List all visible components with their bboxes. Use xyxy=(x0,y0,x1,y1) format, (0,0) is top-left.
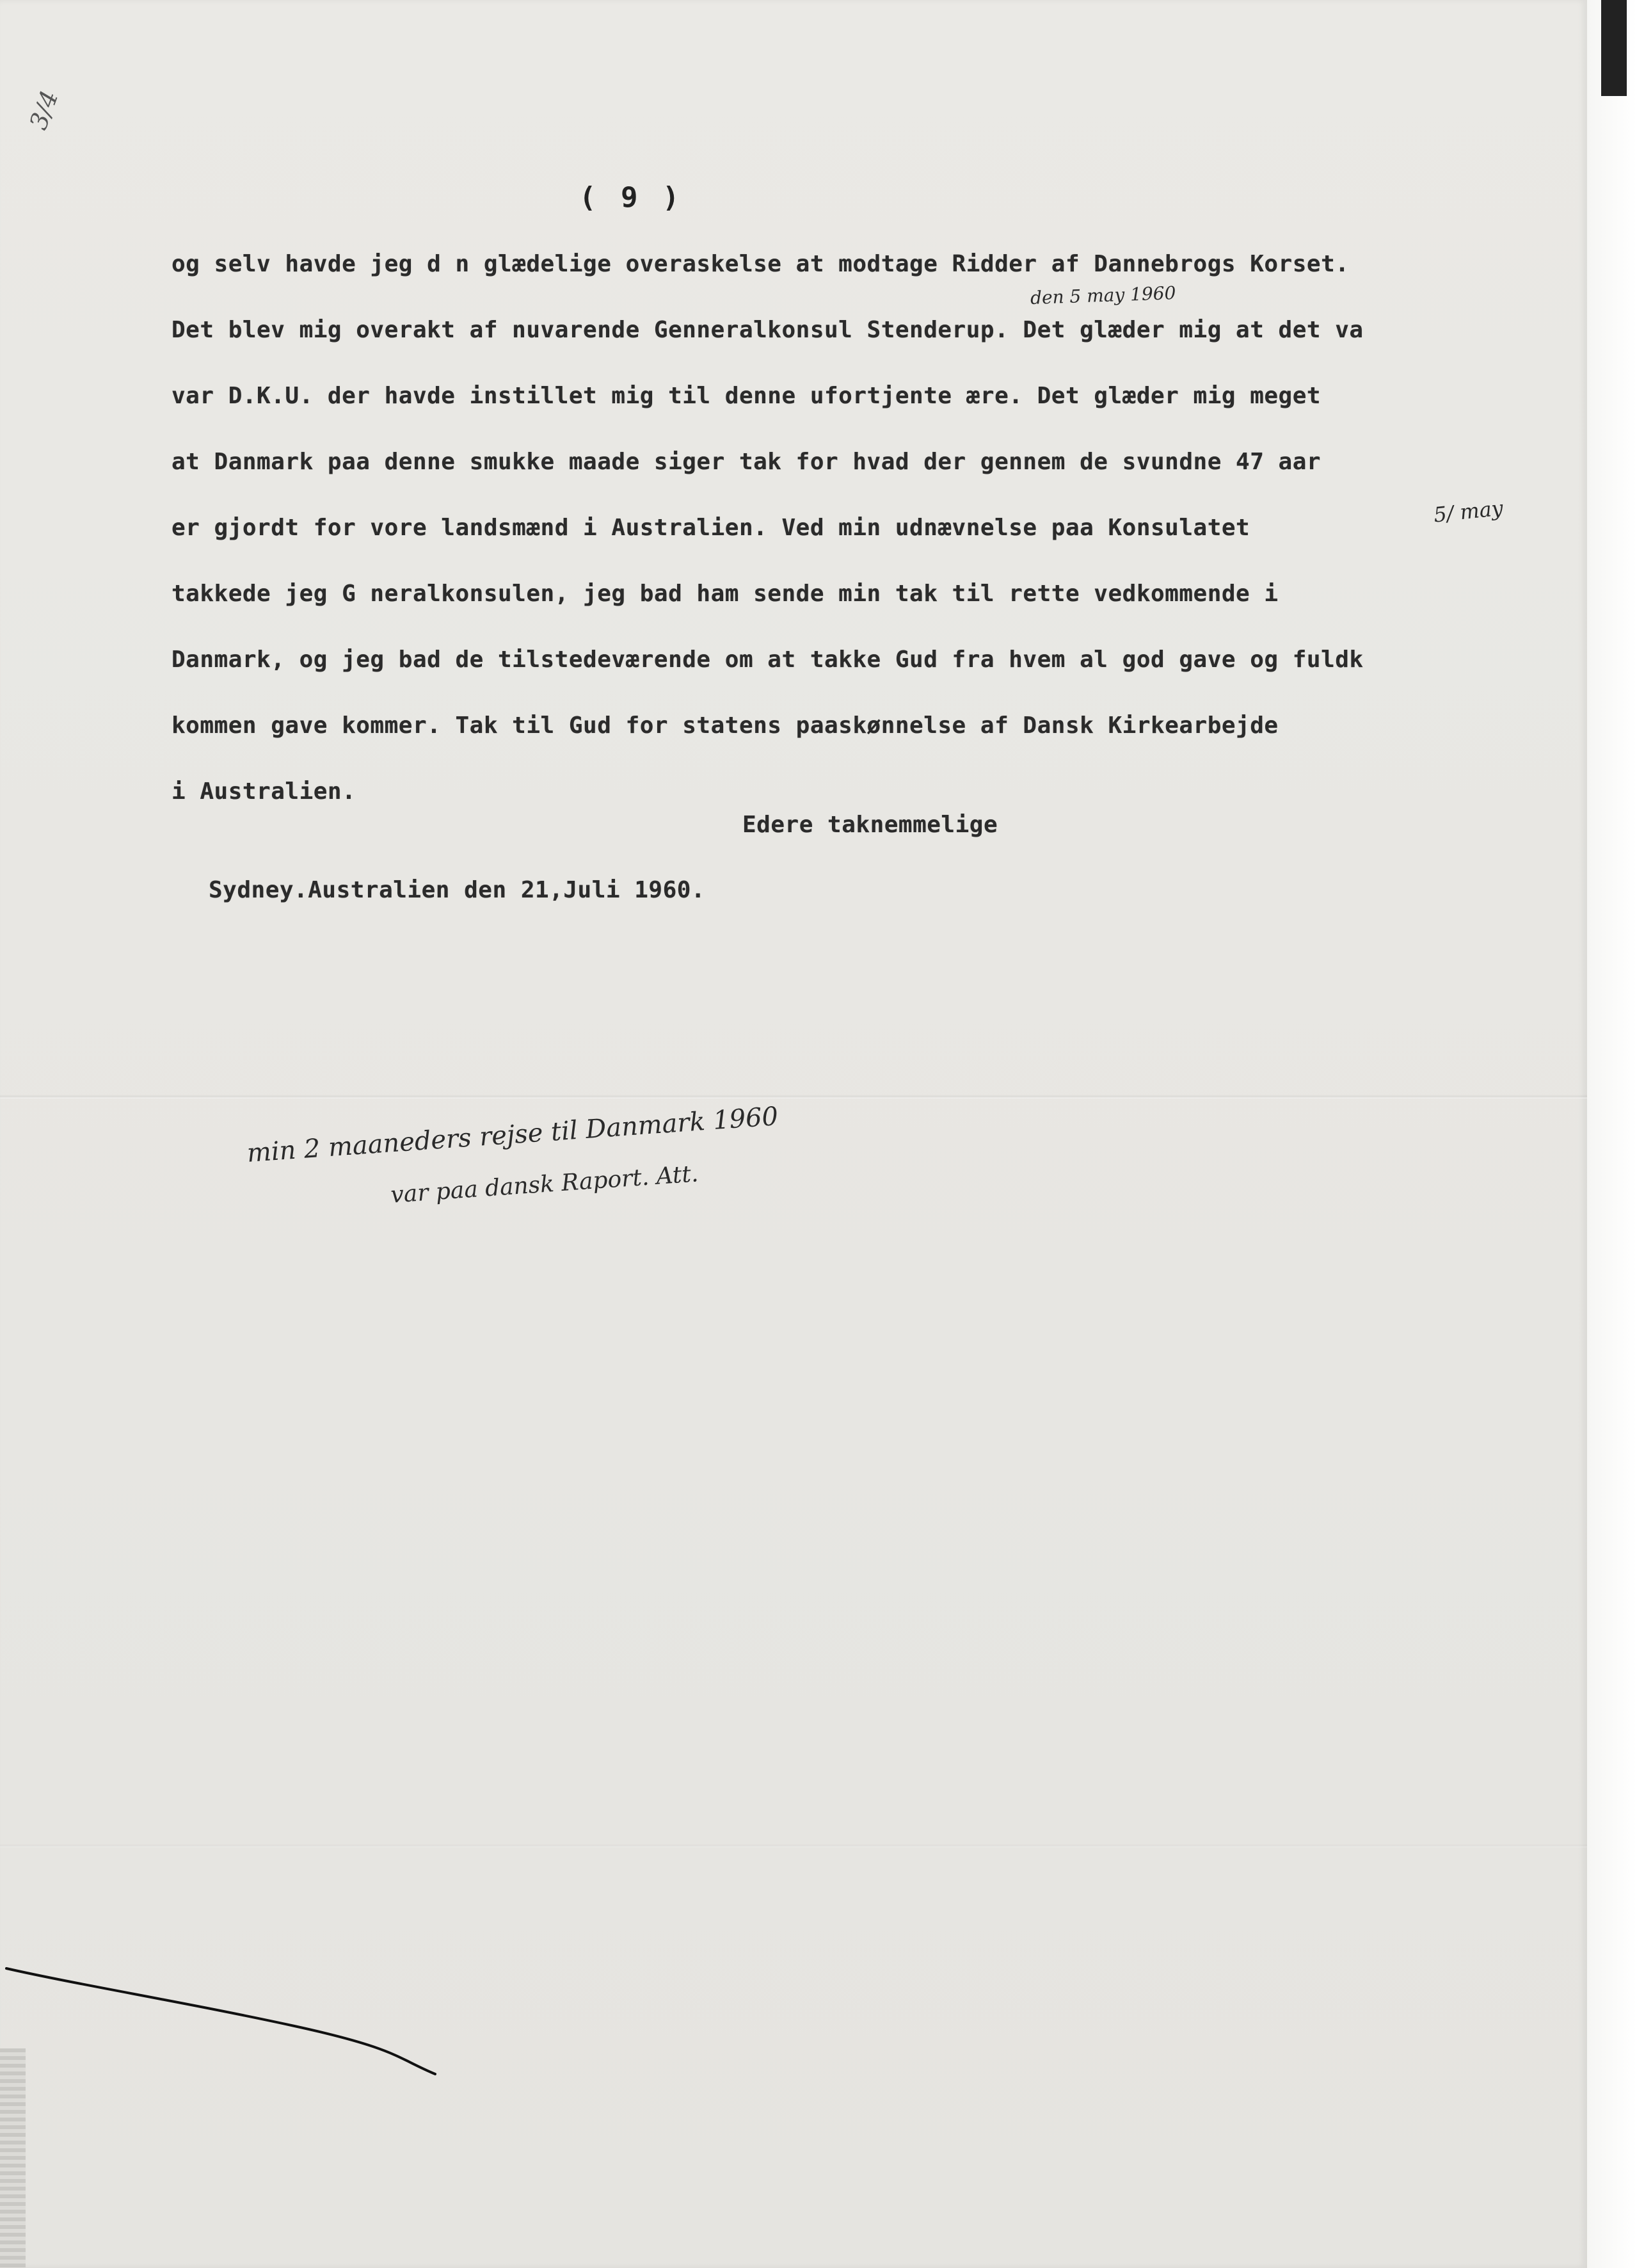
body-line-2: Det blev mig overakt af nuvarende Genneralkonsul Stenderup. Det glæder mig at det va xyxy=(172,317,1364,343)
paper-fold xyxy=(0,1095,1587,1098)
handwritten-note-line-2: var paa dansk Raport. Att. xyxy=(390,1161,699,1209)
handwritten-note-line-1: min 2 maaneders rejse til Danmark 1960 xyxy=(246,1102,779,1168)
body-line-9: i Australien. xyxy=(172,778,356,805)
handwritten-date-note: den 5 may 1960 xyxy=(1030,282,1176,309)
paper-fold xyxy=(0,1844,1587,1847)
page-number: ( 9 ) xyxy=(579,181,683,214)
body-line-4: at Danmark paa denne smukke maade siger tak for hvad der gennem de svundne 47 aar xyxy=(172,449,1322,475)
closing-salutation: Edere taknemmelige xyxy=(742,812,998,838)
body-line-6: takkede jeg G neralkonsulen, jeg bad ham sende min tak til rette vedkommende i xyxy=(172,581,1279,607)
place-and-date: Sydney.Australien den 21,Juli 1960. xyxy=(209,877,706,903)
margin-mark: 3/4 xyxy=(24,86,64,134)
body-line-5: er gjordt for vore landsmænd i Australien. Ved min udnævnelse paa Konsulatet xyxy=(172,515,1250,541)
paper-edge-wear xyxy=(0,2048,26,2268)
body-line-7: Danmark, og jeg bad de tilstedeværende om at takke Gud fra hvem al god gave og fuldk xyxy=(172,647,1364,673)
body-line-8: kommen gave kommer. Tak til Gud for statens paaskønnelse af Dansk Kirkearbejde xyxy=(172,712,1279,739)
body-line-1: og selv havde jeg d n glædelige overaskelse at modtage Ridder af Dannebrogs Korset. xyxy=(172,251,1350,277)
body-line-3: var D.K.U. der havde instillet mig til denne ufortjente ære. Det glæder mig meget xyxy=(172,383,1322,409)
scan-edge-bar xyxy=(1601,0,1627,96)
scan-edge xyxy=(1587,0,1637,2268)
handwritten-margin-note: 5/ may xyxy=(1432,495,1505,527)
